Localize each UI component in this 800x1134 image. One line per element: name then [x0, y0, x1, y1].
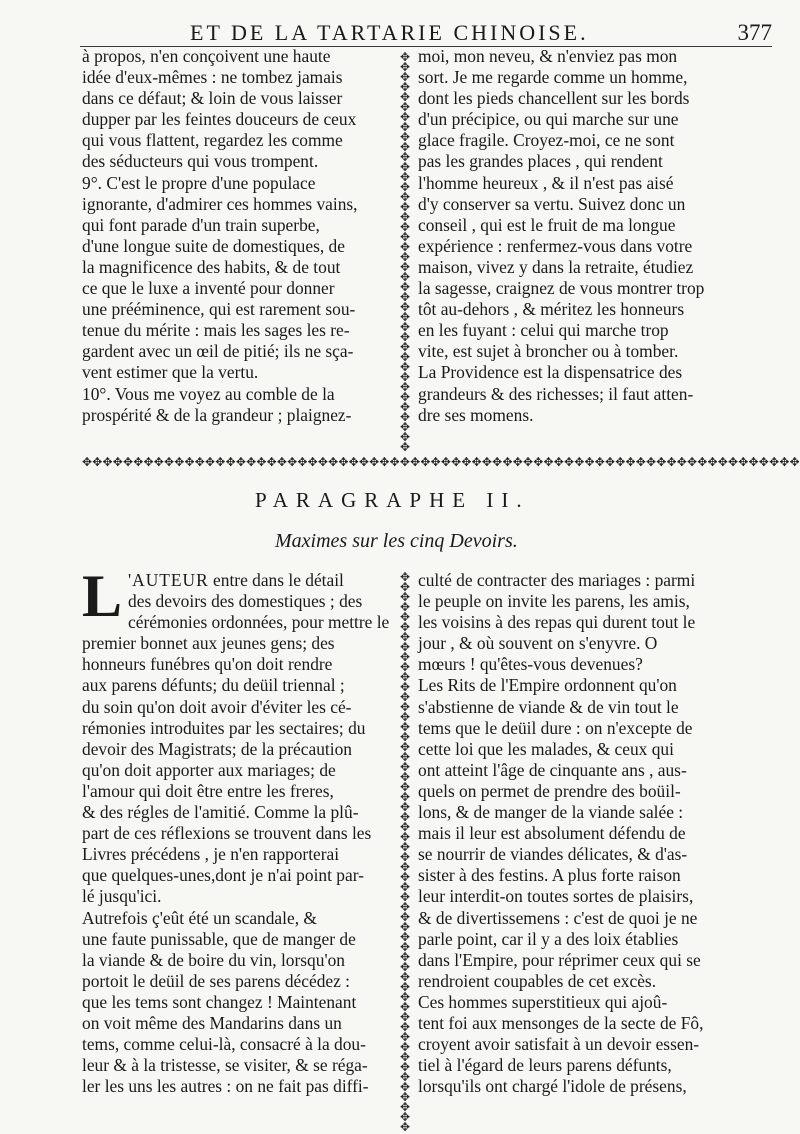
text-line: idée d'eux-mêmes : ne tombez jamais — [82, 67, 343, 88]
text-line: que les tems sont changez ! Maintenant — [82, 991, 357, 1012]
text-line: maison, vivez y dans la retraite, étudiez — [418, 256, 694, 277]
section-subtitle: Maximes sur les cinq Devoirs. — [275, 530, 518, 552]
text-line: mais il leur est absolument défendu de — [418, 823, 686, 844]
text-line: glace fragile. Croyez-moi, ce ne sont — [418, 130, 675, 151]
text-line: gardent avec un œil de pitié; ils ne sça- — [82, 341, 354, 362]
text-line: du soin qu'on doit avoir d'éviter les cé- — [82, 696, 352, 717]
text-line: portoit le deüil de ses parens décédez : — [82, 970, 351, 991]
text-line: part de ces réflexions se trouvent dans les — [82, 823, 372, 844]
text-line: devoir des Magistrats; de la précaution — [82, 738, 352, 759]
text-line: une faute punissable, que de manger de — [82, 928, 356, 949]
text-line: en les fuyant : celui qui marche trop — [418, 320, 669, 341]
text-line: ce que le luxe a inventé pour donner — [82, 278, 335, 299]
text-line: premier bonnet aux jeunes gens; des — [82, 633, 335, 654]
text-line: tiel à l'égard de leurs parens défunts, — [418, 1055, 672, 1076]
text-line: vent estimer que la vertu. — [82, 362, 259, 383]
running-title: ET DE LA TARTARIE CHINOISE. — [190, 20, 589, 45]
text-line: d'y conserver sa vertu. Suivez donc un — [418, 193, 686, 214]
text-line: l'homme heureux , & il n'est pas aisé — [418, 172, 674, 193]
text-line: qu'on doit apporter aux mariages; de — [82, 759, 336, 780]
first-line-rest: entre dans le détail — [208, 570, 344, 590]
drop-capital: L — [82, 563, 123, 629]
text-line: s'abstienne de viande & de vin tout le — [418, 696, 679, 717]
text-line: pas les grandes places , qui rendent — [418, 151, 663, 172]
text-line: conseil , qui est le fruit de ma longue — [418, 214, 676, 235]
bottom-right-column — [418, 570, 784, 1097]
text-line: sister à des festins. A plus forte raison — [418, 865, 681, 886]
text-line: prospérité & de la grandeur ; plaignez- — [82, 404, 352, 425]
text-line: qui vous flattent, regardez les comme — [82, 130, 343, 151]
text-line: la viande & de boire du vin, lorsqu'on — [82, 949, 345, 970]
text-line: dupper par les feintes douceurs de ceux — [82, 109, 357, 130]
text-line: la magnificence des habits, & de tout — [82, 256, 341, 277]
text-line: & de divertissemens : c'est de quoi je ne — [418, 907, 698, 928]
text-line: rémonies introduites par les sectaires; du — [82, 717, 366, 738]
text-line: cérémonies ordonnées, pour mettre le — [128, 612, 390, 633]
text-line: grandeurs & des richesses; il faut atten- — [418, 383, 694, 404]
text-line: vite, est sujet à broncher ou à tomber. — [418, 341, 679, 362]
column-divider-ornament: ✥ ✥ ✥ ✥ ✥ ✥ ✥ ✥ ✥ ✥ ✥ ✥ ✥ ✥ ✥ ✥ ✥ ✥ ✥ ✥ ✥ ✥ ✥ ✥ ✥ ✥ ✥ ✥ ✥ ✥ ✥ ✥ ✥ ✥ ✥ ✥ ✥ ✥ ✥ ✥ ✥ ✥ ✥ ✥ ✥ ✥ ✥ ✥ ✥ ✥ ✥ ✥ ✥ ✥ ✥ ✥ — [399, 570, 411, 1134]
text-line: culté de contracter des mariages : parmi — [418, 570, 696, 590]
text-line: Les Rits de l'Empire ordonnent qu'on — [418, 675, 677, 696]
text-line: 10°. Vous me voyez au comble de la — [82, 383, 335, 404]
ornamental-band: ✥✥✥✥✥✥✥✥✥✥✥✥✥✥✥✥✥✥✥✥✥✥✥✥✥✥✥✥✥✥✥✥✥✥✥✥✥✥✥✥✥✥✥✥✥✥✥✥✥✥✥✥✥✥✥✥✥✥✥✥✥✥✥✥✥✥✥✥✥✥ — [82, 455, 800, 469]
text-line: quels on permet de prendre des boüil- — [418, 780, 681, 801]
text-line: 9°. C'est le propre d'une populace — [82, 172, 316, 193]
text-line: sort. Je me regarde comme un homme, — [418, 67, 688, 88]
text-line: tenue du mérite : mais les sages les re- — [82, 320, 350, 341]
top-left-column — [82, 46, 392, 426]
running-head — [0, 18, 800, 48]
text-line: cette loi que les malades, & ceux qui — [418, 738, 674, 759]
text-line: tent foi aux mensonges de la secte de Fô, — [418, 1012, 704, 1033]
text-line: Autrefois ç'eût été un scandale, & — [82, 907, 317, 928]
text-line: dre ses momens. — [418, 404, 534, 425]
text-line: ont atteint l'âge de cinquante ans , aus- — [418, 759, 687, 780]
page-number: 377 — [737, 20, 772, 45]
text-line: ler les uns les autres : on ne fait pas diffi- — [82, 1076, 369, 1097]
text-line: lé jusqu'ici. — [82, 886, 162, 907]
text-line: d'une longue suite de domestiques, de — [82, 235, 345, 256]
text-line: aux parens défunts; du deüil triennal ; — [82, 675, 345, 696]
text-line: à propos, n'en conçoivent une haute — [82, 46, 331, 66]
text-line: se nourrir de viandes délicates, & d'as- — [418, 844, 688, 865]
text-line: qui font parade d'un train superbe, — [82, 214, 320, 235]
text-line: mœurs ! qu'êtes-vous devenues? — [418, 654, 643, 675]
text-line: tems, comme celui-là, consacré à la dou- — [82, 1034, 366, 1055]
text-line: lorsqu'ils ont chargé l'idole de présens, — [418, 1076, 687, 1097]
text-line: leur & à la tristesse, se visiter, & se réga- — [82, 1055, 368, 1076]
text-line: dans l'Empire, pour réprimer ceux qui se — [418, 949, 701, 970]
text-line: croyent avoir satisfait à un devoir essen- — [418, 1034, 700, 1055]
section-title: PARAGRAPHE II. — [255, 488, 530, 512]
text-line: parle point, car il y a des loix établies — [418, 928, 679, 949]
text-line: ignorante, d'admirer ces hommes vains, — [82, 193, 358, 214]
text-line: la sagesse, craignez de vous montrer trop — [418, 278, 705, 299]
first-word: 'AUTEUR — [128, 570, 209, 590]
text-line: leur interdit-on toutes sortes de plaisirs, — [418, 886, 694, 907]
text-line: expérience : renfermez-vous dans votre — [418, 235, 693, 256]
text-line: dans ce défaut; & loin de vous laisser — [82, 88, 343, 109]
text-line: Ces hommes superstitieux qui ajoû- — [418, 991, 668, 1012]
text-line: on voit même des Mandarins dans un — [82, 1012, 342, 1033]
text-line: des séducteurs qui vous trompent. — [82, 151, 319, 172]
text-line: une prééminence, qui est rarement sou- — [82, 299, 356, 320]
text-line: tems que le deüil dure : on n'excepte de — [418, 717, 693, 738]
text-line: & des régles de l'amitié. Comme la plû- — [82, 802, 359, 823]
text-line: le peuple on invite les parens, les amis, — [418, 591, 690, 612]
text-line: les voisins à des repas qui durent tout le — [418, 612, 696, 633]
text-line: moi, mon neveu, & n'enviez pas mon — [418, 46, 678, 66]
text-line: Livres précédens , je n'en rapporterai — [82, 844, 340, 865]
text-line: d'un précipice, ou qui marche sur une — [418, 109, 679, 130]
text-line: rendroient coupables de cet excès. — [418, 970, 657, 991]
top-right-column — [418, 46, 784, 426]
text-line: tôt au-dehors , & méritez les honneurs — [418, 299, 685, 320]
text-line: La Providence est la dispensatrice des — [418, 362, 683, 383]
text-line: jour , & où souvent on s'enyvre. O — [418, 633, 658, 654]
text-line: que quelques-unes,dont je n'ai point par- — [82, 865, 364, 886]
bottom-left-column — [82, 563, 392, 1097]
text-line: honneurs funébres qu'on doit rendre — [82, 654, 333, 675]
text-line: des devoirs des domestiques ; des — [128, 591, 363, 612]
text-line — [82, 570, 392, 591]
text-line: l'amour qui doit être entre les freres, — [82, 780, 334, 801]
text-line: lons, & de manger de la viande salée : — [418, 802, 684, 823]
column-divider-ornament: ✥ ✥ ✥ ✥ ✥ ✥ ✥ ✥ ✥ ✥ ✥ ✥ ✥ ✥ ✥ ✥ ✥ ✥ ✥ ✥ ✥ ✥ ✥ ✥ ✥ ✥ ✥ ✥ ✥ ✥ ✥ ✥ ✥ ✥ ✥ ✥ ✥ ✥ ✥ ✥ — [399, 50, 411, 454]
text-line: dont les pieds chancellent sur les bords — [418, 88, 690, 109]
